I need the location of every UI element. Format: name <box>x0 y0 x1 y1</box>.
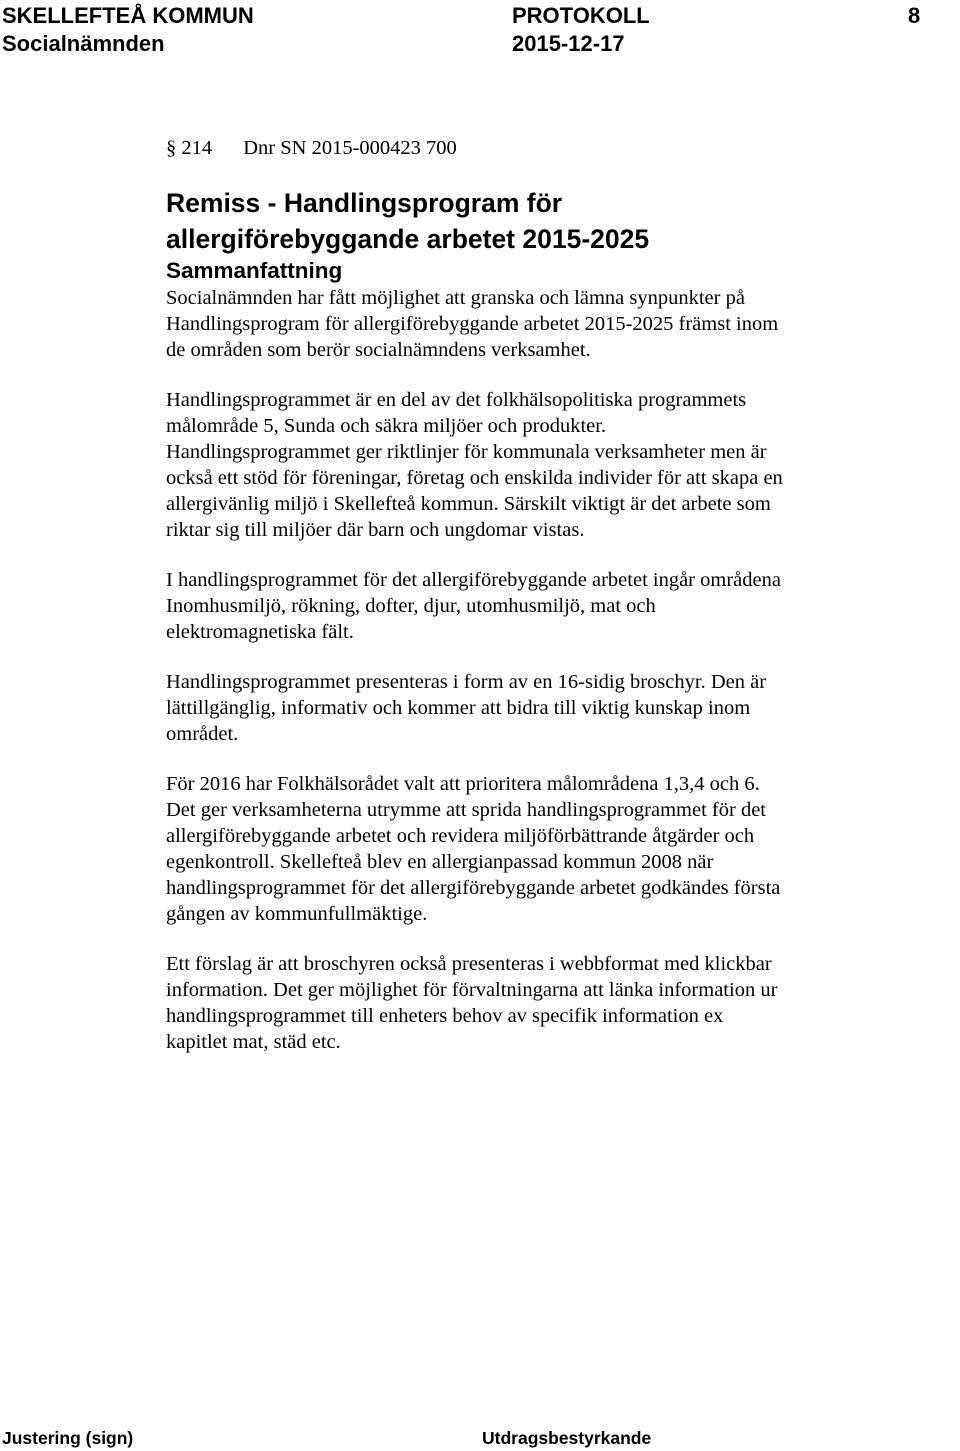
item-title <box>166 185 886 257</box>
paragraph: I handlingsprogrammet för det allergiförebyggande arbetet ingår områdena Inomhusmiljö, rökning, dofter, djur, utomhusmiljö, mat och elektromagnetiska fält. <box>166 569 781 643</box>
paragraph: För 2016 har Folkhälsorådet valt att prioritera målområdena 1,3,4 och 6. Det ger verksamheterna utrymme att sprida handlingsprogrammet för det allergiförebyggande arbetet och revidera miljöförbättrande åtgärder och egenkontroll. Skellefteå blev en allergianpassad kommun 2008 när handlingsprogrammet för det allergiförebyggande arbetet godkändes första gången av kommunfullmäktige. <box>166 773 781 925</box>
paragraph: Handlingsprogrammet är en del av det folkhälsopolitiska programmets målområde 5, Sunda och säkra miljöer och produkter. Handlingsprogrammet ger riktlinjer för kommunala verksamheter men är också ett stöd för föreningar, företag och enskilda individer för att skapa en allergivänlig miljö i Skellefteå kommun. Särskilt viktigt är det arbete som riktar sig till miljöer där barn och ungdomar vistas. <box>166 389 783 541</box>
document-type: PROTOKOLL <box>512 3 650 28</box>
section-reference <box>166 132 886 164</box>
signature-label: Justering (sign) <box>2 1428 134 1448</box>
item-title-text: Remiss - Handlingsprogram för allergiförebyggande arbetet 2015-2025 <box>166 188 650 254</box>
organization-name: SKELLEFTEÅ KOMMUN <box>2 3 254 28</box>
paragraph: Handlingsprogrammet presenteras i form av en 16-sidig broschyr. Den är lättillgänglig, informativ och kommer att bidra till viktig kunskap inom området. <box>166 671 767 745</box>
summary-heading: Sammanfattning <box>166 258 343 283</box>
paragraph: Ett förslag är att broschyren också presenteras i webbformat med klickbar information. Det ger möjlighet för förvaltningarna att länka information ur handlingsprogrammet till enheters behov av specifik information ex kapitlet mat, städ etc. <box>166 953 778 1053</box>
protocol-section <box>166 130 886 1055</box>
page-number: 8 <box>908 3 921 28</box>
section-symbol: § <box>166 137 177 159</box>
department-name: Socialnämnden <box>2 31 165 56</box>
paragraph: Socialnämnden har fått möjlighet att granska och lämna synpunkter på Handlingsprogram för allergiförebyggande arbetet 2015-2025 främst inom de områden som berör socialnämndens verksamhet. <box>166 287 779 361</box>
section-number: 214 <box>181 137 213 159</box>
diary-number: Dnr SN 2015-000423 700 <box>243 137 457 159</box>
meeting-date: 2015-12-17 <box>512 31 625 56</box>
certification-label: Utdragsbestyrkande <box>482 1428 652 1448</box>
